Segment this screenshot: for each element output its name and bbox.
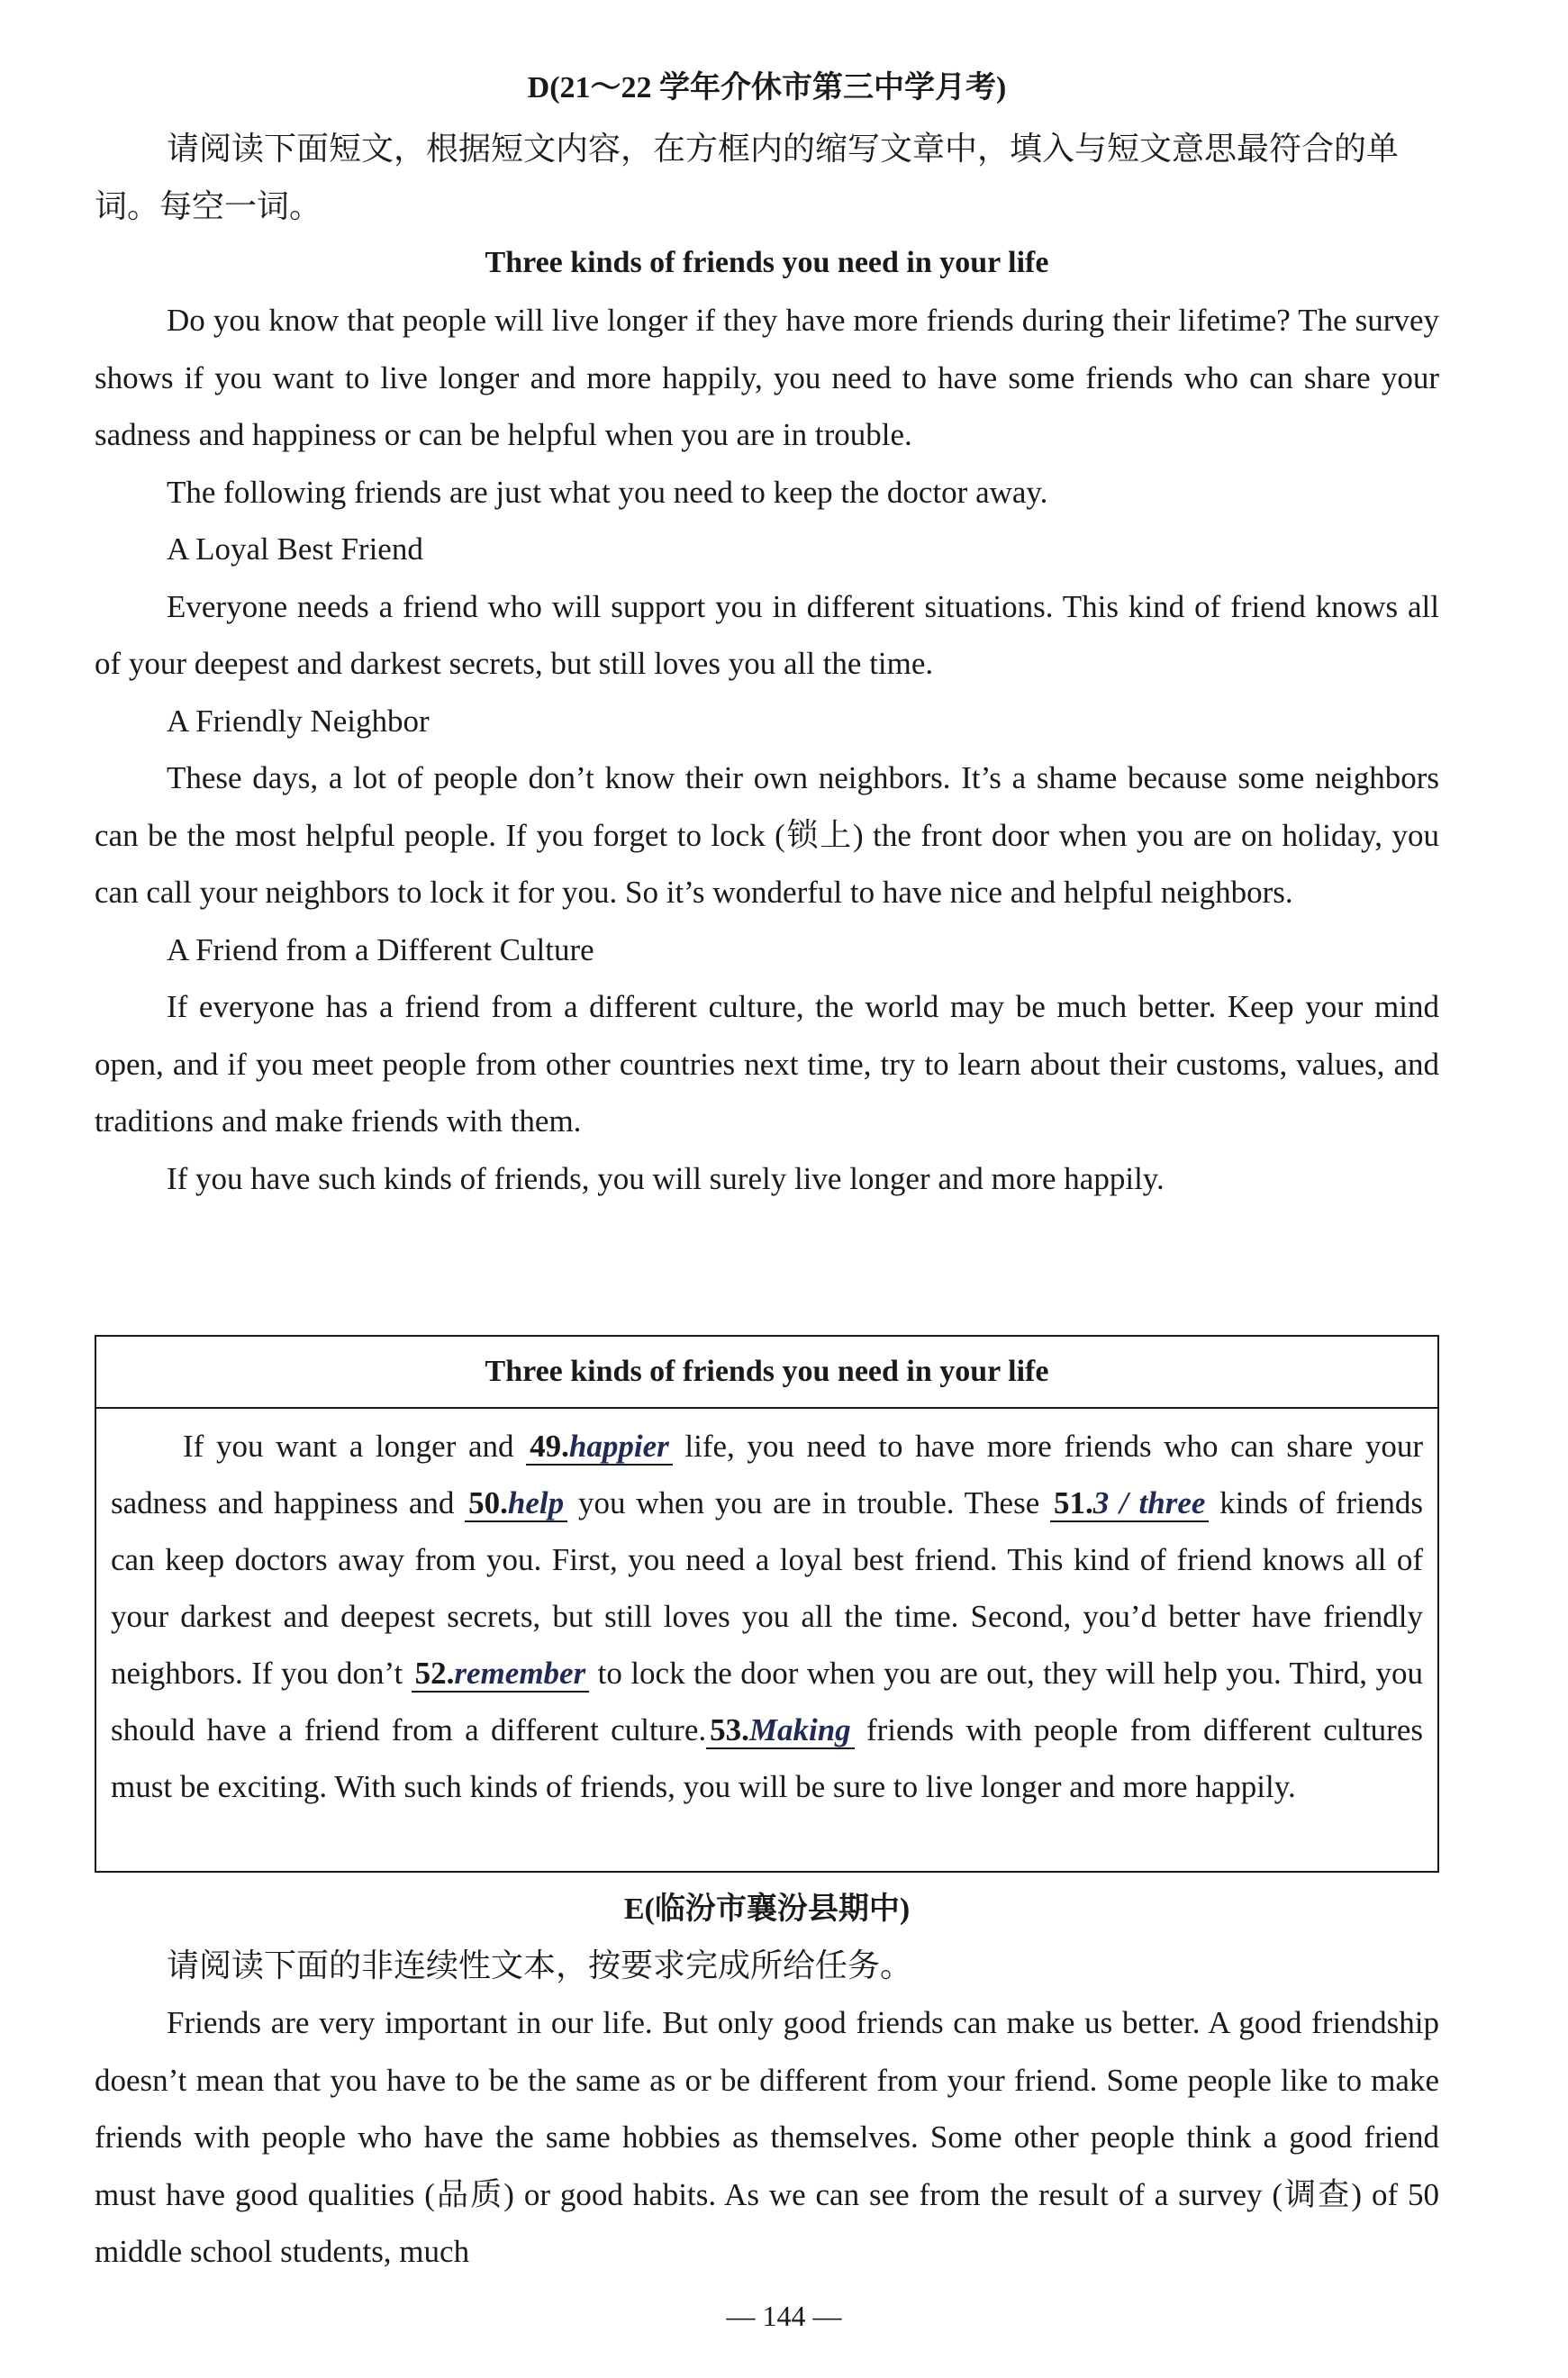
- blank-answer: help: [507, 1485, 565, 1520]
- blank-number: 52.: [414, 1656, 455, 1691]
- page-number: — 144 —: [726, 2300, 842, 2332]
- summary-box-title: Three kinds of friends you need in your life: [96, 1337, 1437, 1409]
- paragraph: These days, a lot of people don’t know their own neighbors. It’s a shame because some neighbors can be the most helpful people. If you forget to lock (锁上) the front door when you are on holiday, you can call your neighbors to lock it for you. So it’s wonderful to have nice and helpful neighbors.: [95, 760, 1439, 910]
- blank-52: [412, 1656, 590, 1693]
- paragraph: The following friends are just what you need to keep the doctor away.: [167, 474, 1048, 510]
- summary-segment: you when you are in trouble. These: [567, 1485, 1051, 1520]
- section-e-instruction: 请阅读下面的非连续性文本，按要求完成所给任务。: [167, 1947, 913, 1983]
- summary-box: [95, 1335, 1439, 1873]
- blank-answer: remember: [454, 1656, 586, 1691]
- summary-text: [111, 1418, 1423, 1815]
- blank-answer: Making: [748, 1712, 851, 1747]
- blank-49: [526, 1429, 673, 1466]
- blank-answer: happier: [568, 1429, 669, 1464]
- blank-number: 53.: [710, 1712, 749, 1747]
- blank-51: [1050, 1485, 1209, 1522]
- section-d-instruction: 请阅读下面短文，根据短文内容，在方框内的缩写文章中，填入与短文意思最符合的单词。每空一词。: [95, 131, 1400, 224]
- paragraph: Everyone needs a friend who will support you in different situations. This kind of friend knows all of your deepest and darkest secrets, but still loves you all the time.: [95, 588, 1439, 681]
- subheading: A Friend from a Different Culture: [167, 931, 594, 967]
- subheading: A Friendly Neighbor: [167, 703, 430, 739]
- paragraph: Friends are very important in our life. But only good friends can make us better. A good friendship doesn’t mean that you have to be the same as or be different from your friend. Some people like to make friends with people who have the same hobbies as themselves. Some other people think a good friend must have good qualities (品质) or good habits. As we can see from the result of a survey (调查) of 50 middle school students, much: [95, 2005, 1439, 2269]
- paragraph: If you have such kinds of friends, you will surely live longer and more happily.: [167, 1160, 1165, 1196]
- summary-segment: If you want a longer and: [183, 1429, 527, 1464]
- blank-50: [465, 1485, 567, 1522]
- summary-segment: life, you need to have more friends who can share your sadness and happiness and: [111, 1429, 1423, 1520]
- summary-segment: to lock the door when you are out, they will help you. Third, you should have a friend from a different culture.: [111, 1656, 1424, 1747]
- section-e-heading: E(临汾市襄汾县期中): [623, 1892, 911, 1926]
- summary-segment: friends with people from different cultures must be exciting. With such kinds of friends, you will be sure to live longer and more happily.: [111, 1712, 1423, 1804]
- summary-segment: kinds of friends can keep doctors away from you. First, you need a loyal best friend. This kind of friend knows all of your darkest and deepest secrets, but still loves you all the time. Second, you’d better have friendly neighbors. If you don’t: [111, 1485, 1423, 1691]
- blank-53: [706, 1712, 855, 1749]
- blank-answer: 3 / three: [1092, 1485, 1206, 1520]
- summary-box-body: [96, 1409, 1437, 1815]
- blank-number: 51.: [1054, 1485, 1093, 1520]
- article-title: Three kinds of friends you need in your life: [485, 246, 1049, 279]
- article-body: [95, 292, 1439, 1207]
- section-e-body: [95, 1994, 1439, 2281]
- section-d-heading: D(21～22 学年介休市第三中学月考): [527, 71, 1007, 104]
- paragraph: Do you know that people will live longer if they have more friends during their lifetime? The survey shows if you want to live longer and more happily, you need to have some friends who can share your sadness and happiness or can be helpful when you are in trouble.: [95, 303, 1439, 452]
- blank-number: 50.: [468, 1485, 508, 1520]
- blank-number: 49.: [530, 1429, 569, 1464]
- subheading: A Loyal Best Friend: [167, 531, 423, 567]
- paragraph: If everyone has a friend from a different culture, the world may be much better. Keep your mind open, and if you meet people from other countries next time, try to learn about their customs, values, and traditions and make friends with them.: [95, 989, 1439, 1139]
